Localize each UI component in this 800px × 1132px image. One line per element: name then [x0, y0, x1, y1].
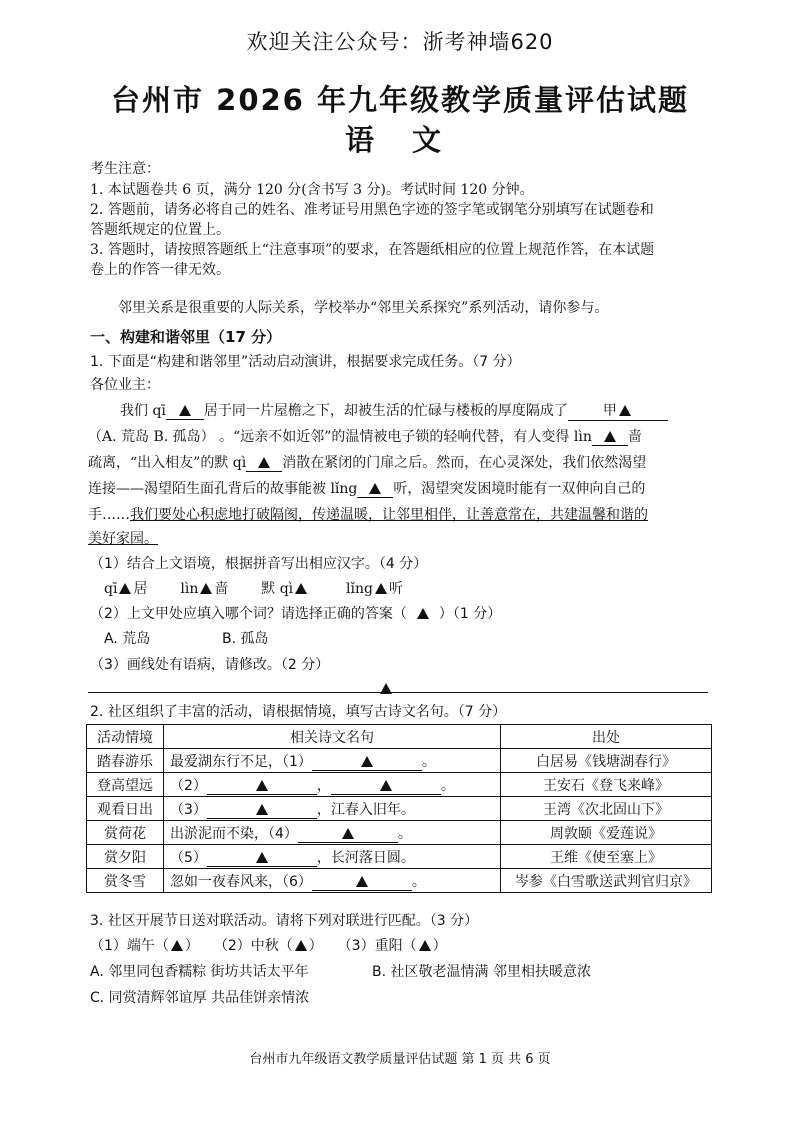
- poem-text: （3）: [170, 801, 207, 818]
- answer-blank[interactable]: [207, 802, 317, 819]
- festival-label: （2）中秋（: [213, 938, 293, 954]
- sub-question-3: （3）画线处有语病，请修改。（2 分）: [90, 657, 330, 673]
- answer-blank[interactable]: [246, 455, 282, 472]
- option-b: B. 孤岛: [222, 631, 269, 647]
- pinyin-char: 啬: [214, 581, 229, 597]
- poem-cell: [164, 821, 501, 845]
- poem-cell: [164, 845, 501, 869]
- wechat-banner: 欢迎关注公众号：浙考神墙620: [246, 30, 554, 54]
- table-row: [87, 821, 712, 845]
- poem-text: ，长河落日圆。: [316, 849, 415, 866]
- poem-text: 。: [411, 873, 426, 890]
- triangle-icon: [417, 608, 429, 619]
- triangle-icon: [380, 780, 392, 791]
- speech-text: 手……: [88, 507, 130, 523]
- speech-text: 连接——渴望陌生面孔背后的故事能被 lǐng: [88, 481, 358, 497]
- pinyin: 默 qì: [261, 581, 294, 597]
- table-row: [87, 773, 712, 797]
- bracket: ）: [308, 938, 323, 954]
- answer-blank[interactable]: [312, 754, 422, 771]
- poem-text: （2）: [170, 777, 207, 794]
- notice-item-2: 2. 答题前，请务必将自己的姓名、准考证号用黑色字迹的签字笔或钢笔分别填写在试题卷和: [90, 202, 654, 218]
- triangle-icon: [604, 431, 616, 442]
- table-header: 活动情境: [87, 725, 164, 749]
- sub-question-2-text: （2）上文甲处应填入哪个词？请选择正确的答案（: [90, 606, 407, 622]
- speech-line-2: [88, 426, 642, 446]
- source-cell: 王安石《登飞来峰》: [501, 773, 712, 797]
- triangle-icon: [342, 828, 354, 839]
- table-row: [87, 797, 712, 821]
- exam-title: 台州市 2026 年九年级教学质量评估试题: [111, 83, 689, 117]
- answer-blank[interactable]: [298, 826, 398, 843]
- poem-cell: [164, 869, 501, 893]
- notice-item-1: 1. 本试题卷共 6 页，满分 120 分(含书写 3 分)。考试时间 120 分钟。: [90, 182, 534, 198]
- scene-cell: 赏荷花: [87, 821, 164, 845]
- poem-text: 。: [397, 825, 412, 842]
- speech-text: 疏离，“出入相友”的默 qì: [88, 455, 247, 471]
- speech-greeting: 各位业主：: [90, 377, 160, 393]
- source-cell: 王维《使至塞上》: [501, 845, 712, 869]
- triangle-icon: [375, 583, 387, 594]
- poem-cell: （2） ， 。: [164, 773, 501, 797]
- couplet-option-a: A. 邻里同包香糯粽 街坊共话太平年: [90, 964, 309, 980]
- speech-line-1: [120, 400, 668, 421]
- triangle-icon: [256, 852, 268, 863]
- scene-cell: 踏春游乐: [87, 749, 164, 773]
- speech-text: 听，渴望突发困境时能有一双伸向自己的: [393, 481, 646, 497]
- blank-label: 甲: [602, 403, 617, 419]
- table-row: [87, 749, 712, 773]
- poem-table: [86, 724, 712, 893]
- notice-item-3-cont: 卷上的作答一律无效。: [90, 262, 230, 278]
- triangle-icon: [179, 405, 191, 416]
- triangle-icon: [619, 405, 631, 416]
- speech-text: 我们 qī: [120, 403, 166, 419]
- notice-heading: 考生注意：: [90, 161, 160, 177]
- underlined-sentence: 我们要处心积虑地打破隔阂，传递温暖，让邻里相伴，让善意常在，共建温馨和谐的: [130, 507, 648, 523]
- answer-blank[interactable]: [592, 429, 628, 446]
- table-header: 相关诗文名句: [164, 725, 501, 749]
- pinyin: lìn: [180, 581, 199, 597]
- triangle-icon: [119, 583, 131, 594]
- page-footer: 台州市九年级语文教学质量评估试题 第 1 页 共 6 页: [249, 1052, 551, 1067]
- scene-cell: 赏冬雪: [87, 869, 164, 893]
- answer-blank[interactable]: [207, 778, 317, 795]
- pinyin-row: [104, 578, 403, 598]
- notice-item-2-cont: 答题纸规定的位置上。: [90, 222, 230, 238]
- pinyin: lǐng: [346, 581, 373, 597]
- triangle-icon: [295, 940, 307, 951]
- poem-text: （5）: [170, 849, 207, 866]
- speech-text: 啬: [627, 429, 642, 445]
- poem-cell: [164, 797, 501, 821]
- question-3-stem: 3. 社区开展节日送对联活动。请将下列对联进行匹配。（3 分）: [90, 913, 479, 929]
- festival-label: （3）重阳（: [337, 938, 417, 954]
- answer-blank[interactable]: [331, 778, 441, 795]
- blank-jia[interactable]: [568, 400, 668, 421]
- speech-text: 消散在紧闭的门扉之后。然而，在心灵深处，我们依然渴望: [282, 455, 647, 471]
- sub-question-2: [90, 603, 501, 623]
- couplet-option-c: C. 同赏清辉邻谊厚 共品佳饼亲情浓: [90, 990, 310, 1006]
- source-cell: 周敦颐《爱莲说》: [501, 821, 712, 845]
- triangle-icon: [295, 583, 307, 594]
- subject-title: 语 文: [344, 123, 456, 157]
- speech-text: （A. 荒岛 B. 孤岛） 。“远亲不如近邻”的温情被电子锁的轻响代替，有人变得 lìn: [88, 429, 592, 445]
- triangle-icon: [256, 780, 268, 791]
- option-a: A. 荒岛: [104, 631, 151, 647]
- triangle-icon: [419, 940, 431, 951]
- scene-cell: 观看日出: [87, 797, 164, 821]
- triangle-icon: [200, 583, 212, 594]
- intro-text: 邻里关系是很重要的人际关系，学校举办“邻里关系探究”系列活动，请你参与。: [118, 300, 609, 316]
- couplet-option-b: B. 社区敬老温情满 邻里相扶暖意浓: [372, 964, 591, 980]
- sub-question-2-score: ）（1 分）: [438, 606, 502, 622]
- question-1-stem: 1. 下面是“构建和谐邻里”活动启动演讲，根据要求完成任务。（7 分）: [90, 354, 521, 370]
- poem-cell: [164, 749, 501, 773]
- answer-line[interactable]: [88, 692, 708, 693]
- triangle-icon: [369, 483, 381, 494]
- pinyin-char: 居: [133, 581, 148, 597]
- bracket: ）: [432, 938, 447, 954]
- poem-text: 。: [440, 777, 455, 794]
- answer-blank[interactable]: [357, 481, 393, 498]
- answer-blank[interactable]: [312, 874, 412, 891]
- sub-question-1: （1）结合上文语境，根据拼音写出相应汉字。（4 分）: [90, 556, 428, 572]
- poem-text: ，江春入旧年。: [316, 801, 415, 818]
- festival-label: （1）端午（: [90, 938, 169, 954]
- poem-text: 忽如一夜春风来，（6）: [170, 873, 312, 890]
- source-cell: 白居易《钱塘湖春行》: [501, 749, 712, 773]
- table-row: [87, 845, 712, 869]
- table-row: [87, 869, 712, 893]
- poem-text: 出淤泥而不染，（4）: [170, 825, 298, 842]
- pinyin: qī: [104, 581, 118, 597]
- answer-blank[interactable]: [166, 403, 204, 420]
- scene-cell: 登高望远: [87, 773, 164, 797]
- pinyin-char: 听: [388, 581, 403, 597]
- source-cell: 岑参《白雪歌送武判官归京》: [501, 869, 712, 893]
- scene-cell: 赏夕阳: [87, 845, 164, 869]
- speech-line-3: [88, 452, 646, 472]
- triangle-icon: [361, 756, 373, 767]
- triangle-icon: [356, 876, 368, 887]
- triangle-icon: [171, 940, 183, 951]
- festival-row: [90, 935, 447, 955]
- poem-text: 最爱湖东行不足，（1）: [170, 753, 312, 770]
- triangle-icon: [256, 804, 268, 815]
- speech-line-4: [88, 478, 645, 498]
- notice-item-3: 3. 答题时，请按照答题纸上“注意事项”的要求，在答题纸相应的位置上规范作答，在本试题: [90, 242, 655, 258]
- bracket: ）: [184, 938, 199, 954]
- answer-line-marker: [378, 678, 394, 697]
- source-cell: 王湾《次北固山下》: [501, 797, 712, 821]
- table-header: 出处: [501, 725, 712, 749]
- speech-text: 居于同一片屋檐之下，却被生活的忙碌与楼板的厚度隔成了: [203, 403, 568, 419]
- triangle-icon: [258, 457, 270, 468]
- question-2-stem: 2. 社区组织了丰富的活动，请根据情境，填写古诗文名句。（7 分）: [90, 704, 507, 720]
- underlined-sentence-end: 美好家园。: [88, 531, 158, 547]
- poem-text: 。: [421, 753, 436, 770]
- table-header-row: [87, 725, 712, 749]
- section-1-heading: 一、构建和谐邻里（17 分）: [90, 328, 282, 346]
- answer-blank[interactable]: [207, 850, 317, 867]
- speech-line-5: [88, 504, 648, 524]
